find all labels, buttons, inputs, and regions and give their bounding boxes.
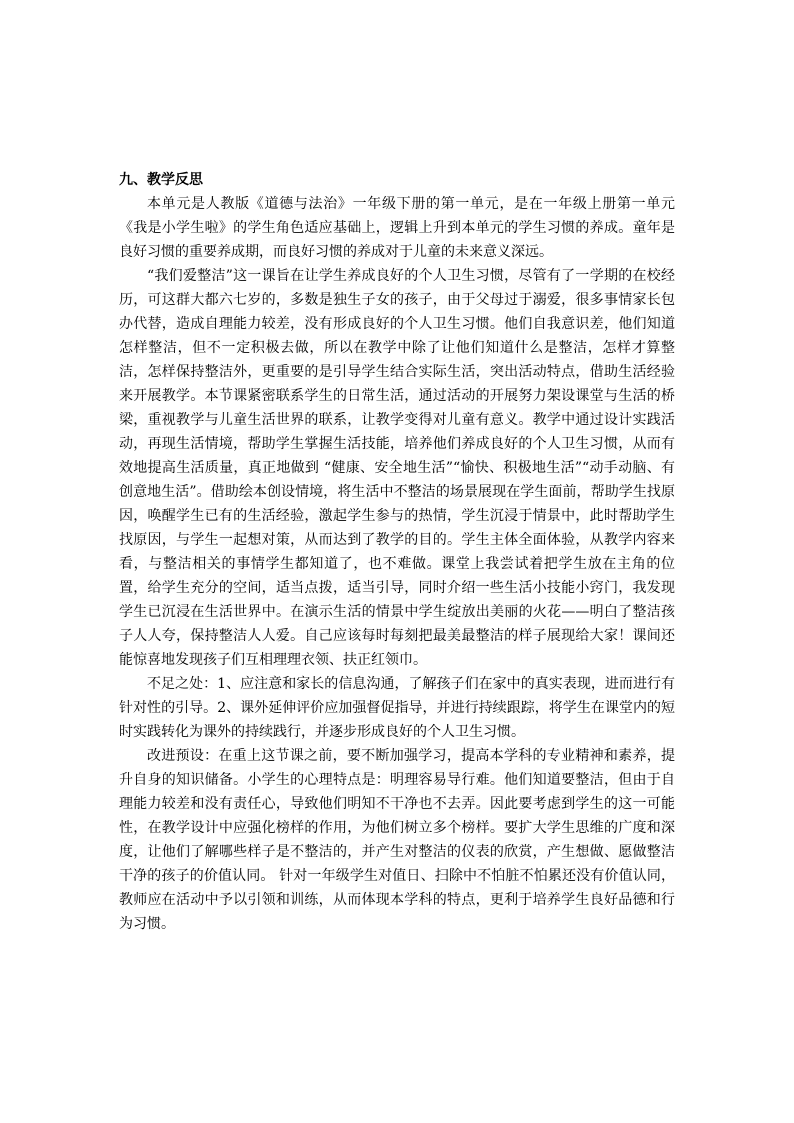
- paragraph-unit-intro: 本单元是人教版《道德与法治》一年级下册的第一单元，是在一年级上册第一单元《我是小学生啦》的学生角色适应基础上，逻辑上升到本单元的学生习惯的养成。童年是良好习惯的重要养成期，而良好习惯的养成对于儿童的未来意义深远。: [119, 196, 675, 260]
- paragraph-improvement-plan: 改进预设：在重上这节课之前，要不断加强学习，提高本学科的专业精神和素养，提升自身的知识储备。小学生的心理特点是：明理容易导行难。他们知道要整洁，但由于自理能力较差和没有责任心，导致他们明知不干净也不去弄。因此要考虑到学生的这一可能性，在教学设计中应强化榜样的作用，为他们树立多个榜样。要扩大学生思维的广度和深度，让他们了解哪些样子是不整洁的，并产生对整洁的仪表的欣赏，产生想做、愿做整洁干净的孩子的价值认同。 针对一年级学生对值日、扫除中不怕脏不怕累还没有价值认同，教师应在活动中予以引领和训练，从而体现本学科的特点，更利于培养学生良好品德和行为习惯。: [119, 748, 675, 932]
- paragraph-lesson-reflection: “我们爱整洁”这一课旨在让学生养成良好的个人卫生习惯，尽管有了一学期的在校经历，可这群大都六七岁的，多数是独生子女的孩子，由于父母过于溺爱，很多事情家长包办代替，造成自理能力较差，没有形成良好的个人卫生习惯。他们自我意识差，他们知道怎样整洁，但不一定积极去做，所以在教学中除了让他们知道什么是整洁，怎样才算整洁，怎样保持整洁外，更重要的是引导学生结合实际生活，突出活动特点，借助生活经验来开展教学。本节课紧密联系学生的日常生活，通过活动的开展努力架设课堂与生活的桥梁，重视教学与儿童生活世界的联系，让教学变得对儿童有意义。教学中通过设计实践活动，再现生活情境，帮助学生掌握生活技能，培养他们养成良好的个人卫生习惯，从而有效地提高生活质量，真正地做到 “健康、安全地生活”“愉快、积极地生活”“动手动脑、有创意地生活”。借助绘本创设情境，将生活中不整洁的场景展现在学生面前，帮助学生找原因，唤醒学生已有的生活经验，激起学生参与的热情，学生沉浸于情景中，此时帮助学生找原因，与学生一起想对策，从而达到了教学的目的。学生主体全面体验，从教学内容来看，与整洁相关的事情学生都知道了，也不难做。课堂上我尝试着把学生放在主角的位置，给学生充分的空间，适当点拨，适当引导，同时介绍一些生活小技能小窍门，我发现学生已沉浸在生活世界中。在演示生活的情景中学生绽放出美丽的火花——明白了整洁孩子人人夸，保持整洁人人爱。自己应该每时每刻把最美最整洁的样子展现给大家！课间还能惊喜地发现孩子们互相理理衣领、扶正红领巾。: [119, 268, 675, 668]
- paragraph-shortcomings: 不足之处：1、应注意和家长的信息沟通，了解孩子们在家中的真实表现，进而进行有针对性的引导。2、课外延伸评价应加强督促指导，并进行持续跟踪，将学生在课堂内的短时实践转化为课外的持续践行，并逐步形成良好的个人卫生习惯。: [119, 676, 675, 740]
- document-page: [119, 168, 675, 936]
- section-heading: 九、教学反思: [119, 172, 203, 188]
